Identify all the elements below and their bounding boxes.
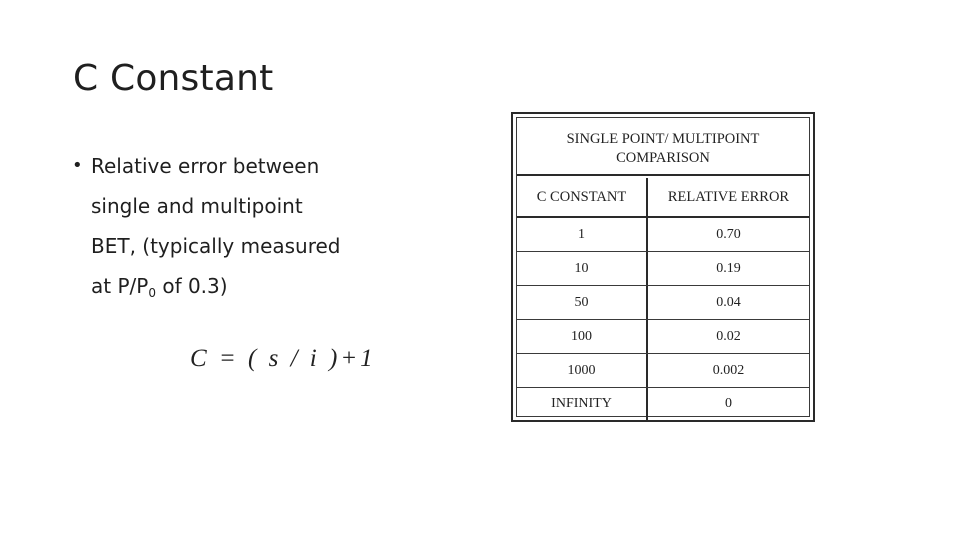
table-cell-error: 0.02 <box>716 328 741 344</box>
table-cell-c: 100 <box>517 320 648 353</box>
table-cell-error: 0 <box>725 396 732 411</box>
bullet-line-4 <box>72 266 392 309</box>
table-cell-error: 0.002 <box>712 362 745 378</box>
bullet-line-4-prefix: at P/P <box>91 274 149 298</box>
table-header-row <box>517 178 809 218</box>
comparison-table-inner <box>516 117 810 417</box>
table-cell-c: 1000 <box>517 354 648 387</box>
table-row <box>517 218 809 252</box>
table-row <box>517 252 809 286</box>
table-title-line-2: COMPARISON <box>616 150 710 166</box>
table-cell-error: 0.19 <box>716 260 741 276</box>
bullet-line-1: Relative error between <box>91 154 320 178</box>
table-cell-error: 0.70 <box>716 226 741 242</box>
slide-title: C Constant <box>73 58 274 99</box>
table-header-relative-error: RELATIVE ERROR <box>667 188 790 205</box>
bullet-line-2: single and multipoint <box>91 194 303 218</box>
table-row <box>517 388 809 420</box>
table-cell-c: INFINITY <box>517 388 648 420</box>
table-cell-error: 0.04 <box>716 294 741 310</box>
table-cell-c: 10 <box>517 252 648 285</box>
table-row <box>517 286 809 320</box>
formula: C = ( s / i )+1 <box>190 345 376 372</box>
comparison-table <box>511 112 815 422</box>
bullet-line-4-subscript: 0 <box>148 286 156 300</box>
table-cell-c: 50 <box>517 286 648 319</box>
table-row <box>517 320 809 354</box>
table-title <box>517 118 809 176</box>
bullet-symbol: • <box>72 155 83 176</box>
bullet-line-3: BET, (typically measured <box>91 234 341 258</box>
table-title-line-1: SINGLE POINT/ MULTIPOINT <box>566 131 760 147</box>
bullet-line-4-suffix: of 0.3) <box>155 274 228 298</box>
table-row <box>517 354 809 388</box>
table-header-c-constant: C CONSTANT <box>517 178 648 216</box>
bullet-point <box>72 146 392 309</box>
table-cell-c: 1 <box>517 218 648 251</box>
